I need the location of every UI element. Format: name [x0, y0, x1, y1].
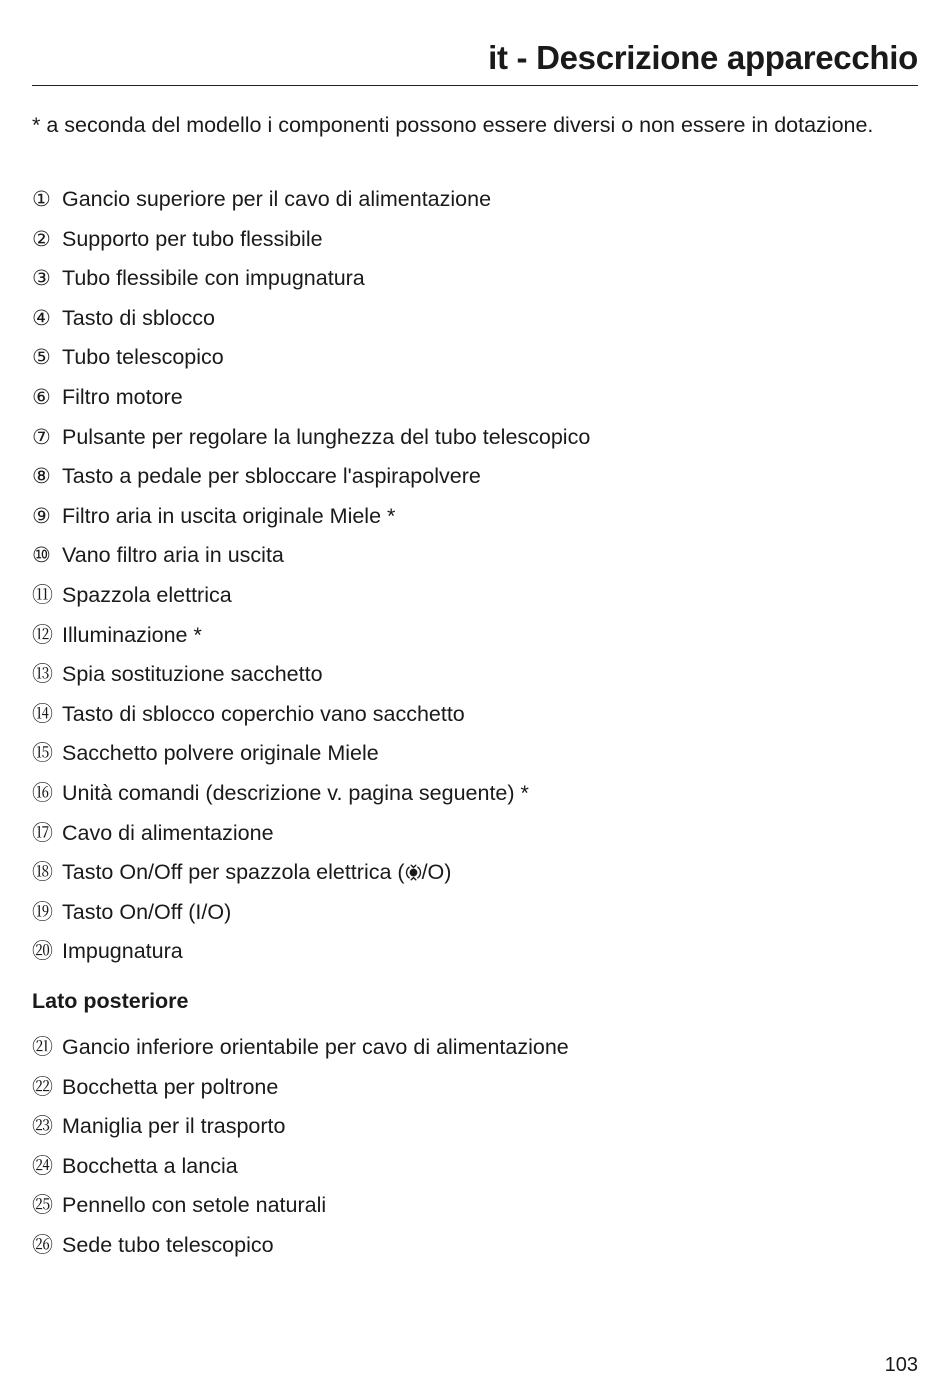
page-number: 103	[884, 1354, 918, 1376]
item-number: ㉕	[32, 1193, 53, 1218]
list-item	[32, 619, 590, 659]
list-item	[32, 935, 590, 975]
item-label: Tasto a pedale per sbloccare l'aspirapolvere	[62, 464, 481, 489]
item-label: Bocchetta a lancia	[62, 1153, 238, 1178]
item-number: ⑧	[32, 464, 51, 489]
list-item	[32, 183, 590, 223]
item-number: ⑩	[32, 543, 51, 568]
item-label: Spazzola elettrica	[62, 582, 232, 607]
page-title: it - Descrizione apparecchio	[488, 39, 918, 76]
list-item	[32, 341, 590, 381]
item-number: ㉓	[32, 1114, 53, 1139]
item-label: Gancio inferiore orientabile per cavo di alimentazione	[62, 1035, 569, 1059]
item-label: Pennello con setole naturali	[62, 1193, 327, 1218]
list-item	[32, 223, 590, 263]
item-label: Filtro aria in uscita originale Miele *	[62, 503, 396, 528]
item-label: Spia sostituzione sacchetto	[62, 662, 323, 687]
item-label: Illuminazione *	[62, 622, 202, 647]
item-label: Tubo flessibile con impugnatura	[62, 266, 365, 291]
list-item	[32, 500, 590, 540]
title-divider	[32, 85, 918, 86]
list-item	[32, 460, 590, 500]
list-item	[32, 1031, 569, 1071]
item-number: ⑰	[32, 820, 53, 845]
item-number: ⑪	[32, 582, 53, 607]
item-number: ㉖	[32, 1232, 53, 1257]
item-number: ⑫	[32, 622, 53, 647]
item-number: ②	[32, 226, 51, 251]
item-number: ⑤	[32, 345, 51, 370]
item-number: ⑲	[32, 899, 53, 924]
list-item	[32, 1229, 569, 1269]
list-item	[32, 421, 590, 461]
list-item	[32, 698, 590, 738]
item-label: Filtro motore	[62, 384, 183, 409]
item-label: Sede tubo telescopico	[62, 1232, 274, 1257]
item-label: Sacchetto polvere originale Miele	[62, 741, 379, 766]
item-number: ㉒	[32, 1074, 53, 1099]
list-item	[32, 817, 590, 857]
item-label: Tubo telescopico	[62, 345, 224, 370]
rear-component-list	[32, 1031, 569, 1269]
item-number: ⑭	[32, 701, 53, 726]
item-label: Tasto di sblocco coperchio vano sacchetto	[62, 701, 465, 726]
list-item	[32, 381, 590, 421]
item-number: ⑳	[32, 939, 53, 964]
component-list	[32, 183, 590, 975]
list-item	[32, 1071, 569, 1111]
item-number: ①	[32, 187, 51, 211]
model-note: * a seconda del modello i componenti possono essere diversi o non essere in dotazione.	[32, 113, 874, 137]
item-label: Impugnatura	[62, 939, 183, 964]
item-number: ⑱	[32, 860, 53, 885]
item-number: ③	[32, 266, 51, 291]
list-item	[32, 262, 590, 302]
item-label-after: /O)	[421, 860, 452, 885]
item-label: Gancio superiore per il cavo di alimentazione	[62, 187, 492, 211]
item-number: ⑮	[32, 741, 53, 766]
list-item	[32, 777, 590, 817]
item-number: ㉑	[32, 1035, 53, 1059]
list-item	[32, 539, 590, 579]
item-number: ④	[32, 305, 51, 330]
list-item	[32, 737, 590, 777]
list-item	[32, 1110, 569, 1150]
item-label: Cavo di alimentazione	[62, 820, 274, 845]
item-number: ⑥	[32, 384, 51, 409]
item-number: ⑬	[32, 662, 53, 687]
item-number: ⑯	[32, 780, 53, 805]
item-label: Bocchetta per poltrone	[62, 1074, 279, 1099]
item-number: ⑦	[32, 424, 51, 449]
item-label: Tasto On/Off (I/O)	[62, 899, 232, 924]
item-number: ㉔	[32, 1153, 53, 1178]
list-item	[32, 658, 590, 698]
list-item	[32, 856, 590, 896]
item-label: Supporto per tubo flessibile	[62, 226, 323, 251]
item-label: Vano filtro aria in uscita	[62, 543, 284, 568]
brush-symbol-icon	[405, 858, 422, 875]
section-heading-rear: Lato posteriore	[32, 989, 189, 1013]
item-label-before: Tasto On/Off per spazzola elettrica (	[62, 860, 405, 885]
list-item	[32, 1150, 569, 1190]
item-label: Unità comandi (descrizione v. pagina seguente) *	[62, 780, 529, 805]
list-item	[32, 579, 590, 619]
item-label: Maniglia per il trasporto	[62, 1114, 286, 1139]
list-item	[32, 302, 590, 342]
item-label: Pulsante per regolare la lunghezza del tubo telescopico	[62, 424, 591, 449]
item-label: Tasto di sblocco	[62, 305, 215, 330]
list-item	[32, 1189, 569, 1229]
item-number: ⑨	[32, 503, 51, 528]
list-item	[32, 896, 590, 936]
